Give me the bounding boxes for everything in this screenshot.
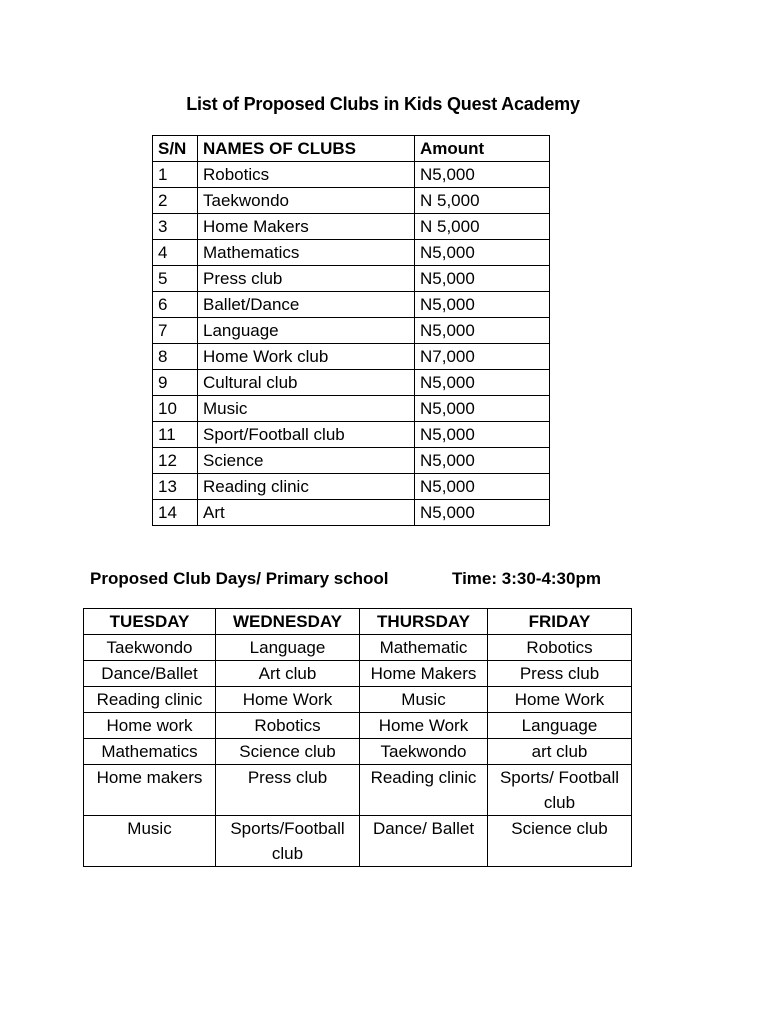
tuesday-cell: Home work bbox=[84, 713, 216, 739]
club-name-cell: Robotics bbox=[198, 162, 415, 188]
header-sn: S/N bbox=[153, 136, 198, 162]
wednesday-cell: Home Work bbox=[216, 687, 360, 713]
days-table-header-row bbox=[84, 609, 632, 635]
club-sn-cell: 4 bbox=[153, 240, 198, 266]
club-row bbox=[153, 188, 550, 214]
club-row bbox=[153, 422, 550, 448]
club-amount-cell: N5,000 bbox=[415, 396, 550, 422]
club-row bbox=[153, 162, 550, 188]
club-row bbox=[153, 500, 550, 526]
tuesday-cell: Taekwondo bbox=[84, 635, 216, 661]
club-days-table bbox=[83, 608, 632, 867]
schedule-row bbox=[84, 687, 632, 713]
club-sn-cell: 3 bbox=[153, 214, 198, 240]
clubs-table-body bbox=[153, 162, 550, 526]
schedule-row bbox=[84, 661, 632, 687]
club-amount-cell: N5,000 bbox=[415, 474, 550, 500]
club-sn-cell: 14 bbox=[153, 500, 198, 526]
friday-cell: Robotics bbox=[488, 635, 632, 661]
header-friday: FRIDAY bbox=[488, 609, 632, 635]
club-amount-cell: N5,000 bbox=[415, 266, 550, 292]
tuesday-cell: Mathematics bbox=[84, 739, 216, 765]
club-sn-cell: 7 bbox=[153, 318, 198, 344]
club-sn-cell: 1 bbox=[153, 162, 198, 188]
club-row bbox=[153, 318, 550, 344]
club-amount-cell: N5,000 bbox=[415, 500, 550, 526]
thursday-cell: Dance/ Ballet bbox=[360, 816, 488, 867]
club-amount-cell: N 5,000 bbox=[415, 188, 550, 214]
header-club-name: NAMES OF CLUBS bbox=[198, 136, 415, 162]
header-thursday: THURSDAY bbox=[360, 609, 488, 635]
club-row bbox=[153, 396, 550, 422]
club-name-cell: Science bbox=[198, 448, 415, 474]
club-name-cell: Music bbox=[198, 396, 415, 422]
club-sn-cell: 9 bbox=[153, 370, 198, 396]
wednesday-cell: Sports/Football club bbox=[216, 816, 360, 867]
tuesday-cell: Home makers bbox=[84, 765, 216, 816]
schedule-title: Proposed Club Days/ Primary school bbox=[90, 569, 389, 588]
club-sn-cell: 11 bbox=[153, 422, 198, 448]
days-table-body bbox=[84, 635, 632, 867]
club-amount-cell: N 5,000 bbox=[415, 214, 550, 240]
friday-cell: Press club bbox=[488, 661, 632, 687]
tuesday-cell: Music bbox=[84, 816, 216, 867]
club-name-cell: Ballet/Dance bbox=[198, 292, 415, 318]
club-sn-cell: 12 bbox=[153, 448, 198, 474]
club-name-cell: Language bbox=[198, 318, 415, 344]
header-wednesday: WEDNESDAY bbox=[216, 609, 360, 635]
club-name-cell: Art bbox=[198, 500, 415, 526]
wednesday-cell: Language bbox=[216, 635, 360, 661]
schedule-row bbox=[84, 713, 632, 739]
wednesday-cell: Art club bbox=[216, 661, 360, 687]
club-name-cell: Cultural club bbox=[198, 370, 415, 396]
club-amount-cell: N5,000 bbox=[415, 162, 550, 188]
club-name-cell: Sport/Football club bbox=[198, 422, 415, 448]
club-amount-cell: N5,000 bbox=[415, 422, 550, 448]
thursday-cell: Mathematic bbox=[360, 635, 488, 661]
wednesday-cell: Science club bbox=[216, 739, 360, 765]
thursday-cell: Home Work bbox=[360, 713, 488, 739]
club-name-cell: Home Makers bbox=[198, 214, 415, 240]
wednesday-cell: Robotics bbox=[216, 713, 360, 739]
schedule-row bbox=[84, 635, 632, 661]
schedule-time: Time: 3:30-4:30pm bbox=[452, 569, 601, 588]
header-tuesday: TUESDAY bbox=[84, 609, 216, 635]
club-amount-cell: N5,000 bbox=[415, 448, 550, 474]
club-row bbox=[153, 266, 550, 292]
thursday-cell: Taekwondo bbox=[360, 739, 488, 765]
club-row bbox=[153, 214, 550, 240]
club-row bbox=[153, 474, 550, 500]
club-row bbox=[153, 448, 550, 474]
document-title: List of Proposed Clubs in Kids Quest Academy bbox=[186, 94, 580, 114]
club-sn-cell: 5 bbox=[153, 266, 198, 292]
header-amount: Amount bbox=[415, 136, 550, 162]
club-name-cell: Home Work club bbox=[198, 344, 415, 370]
friday-cell: Sports/ Football club bbox=[488, 765, 632, 816]
tuesday-cell: Reading clinic bbox=[84, 687, 216, 713]
club-name-cell: Reading clinic bbox=[198, 474, 415, 500]
club-row bbox=[153, 240, 550, 266]
friday-cell: Science club bbox=[488, 816, 632, 867]
club-amount-cell: N5,000 bbox=[415, 292, 550, 318]
thursday-cell: Reading clinic bbox=[360, 765, 488, 816]
wednesday-cell: Press club bbox=[216, 765, 360, 816]
friday-cell: Language bbox=[488, 713, 632, 739]
schedule-row bbox=[84, 765, 632, 816]
club-row bbox=[153, 344, 550, 370]
thursday-cell: Home Makers bbox=[360, 661, 488, 687]
tuesday-cell: Dance/Ballet bbox=[84, 661, 216, 687]
club-amount-cell: N5,000 bbox=[415, 240, 550, 266]
schedule-row bbox=[84, 739, 632, 765]
club-row bbox=[153, 292, 550, 318]
thursday-cell: Music bbox=[360, 687, 488, 713]
club-amount-cell: N5,000 bbox=[415, 318, 550, 344]
club-sn-cell: 6 bbox=[153, 292, 198, 318]
club-sn-cell: 8 bbox=[153, 344, 198, 370]
friday-cell: art club bbox=[488, 739, 632, 765]
friday-cell: Home Work bbox=[488, 687, 632, 713]
schedule-row bbox=[84, 816, 632, 867]
club-row bbox=[153, 370, 550, 396]
club-sn-cell: 10 bbox=[153, 396, 198, 422]
club-amount-cell: N5,000 bbox=[415, 370, 550, 396]
club-name-cell: Taekwondo bbox=[198, 188, 415, 214]
clubs-table bbox=[152, 135, 550, 526]
club-amount-cell: N7,000 bbox=[415, 344, 550, 370]
club-sn-cell: 13 bbox=[153, 474, 198, 500]
club-name-cell: Press club bbox=[198, 266, 415, 292]
club-sn-cell: 2 bbox=[153, 188, 198, 214]
club-name-cell: Mathematics bbox=[198, 240, 415, 266]
clubs-table-header-row bbox=[153, 136, 550, 162]
